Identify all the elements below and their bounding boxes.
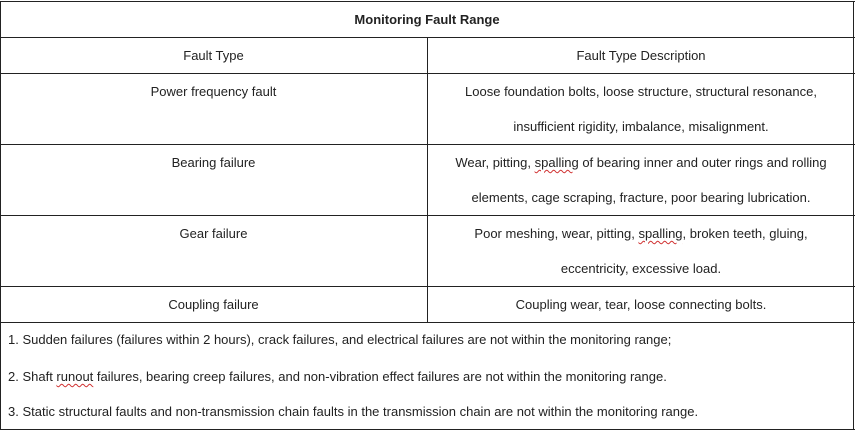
description-line [428,145,854,180]
text-segment: Poor meshing, wear, pitting, [474,226,639,241]
text-segment: , broken teeth, gluing, [682,226,808,241]
spellcheck-flagged-word: spalling [638,226,683,241]
table-border-bottom [0,429,855,430]
fault-type-bearing: Bearing failure [171,155,256,170]
text-segment: failures, bearing creep failures, and non-vibration effect failures are not within the monitoring range. [93,369,667,384]
text-segment: Wear, pitting, [455,155,535,170]
note-3: 3. Static structural faults and non-transmission chain faults in the transmission chain are not within the monitoring range. [8,404,699,419]
fault-type-power-frequency: Power frequency fault [150,84,277,99]
fault-type-gear: Gear failure [179,226,248,241]
fault-type-coupling: Coupling failure [168,297,259,312]
spellcheck-flagged-word: spalling [534,155,579,170]
header-fault-description: Fault Type Description [576,48,706,63]
row-divider [0,322,855,323]
description-line: elements, cage scraping, fracture, poor bearing lubrication. [471,190,811,205]
description-line: insufficient rigidity, imbalance, misalignment. [513,119,769,134]
note-1: 1. Sudden failures (failures within 2 hours), crack failures, and electrical failures are not within the monitoring range; [8,332,672,347]
text-segment: 2. Shaft [8,369,57,384]
spellcheck-flagged-word: runout [56,369,94,384]
text-segment: of bearing inner and outer rings and rolling [578,155,827,170]
description-line: Loose foundation bolts, loose structure, structural resonance, [465,84,817,99]
header-fault-type: Fault Type [183,48,244,63]
description-line: Coupling wear, tear, loose connecting bolts. [515,297,767,312]
description-line: eccentricity, excessive load. [560,261,722,276]
table-title: Monitoring Fault Range [354,12,500,27]
description-line [428,216,854,251]
note-2 [8,368,667,386]
